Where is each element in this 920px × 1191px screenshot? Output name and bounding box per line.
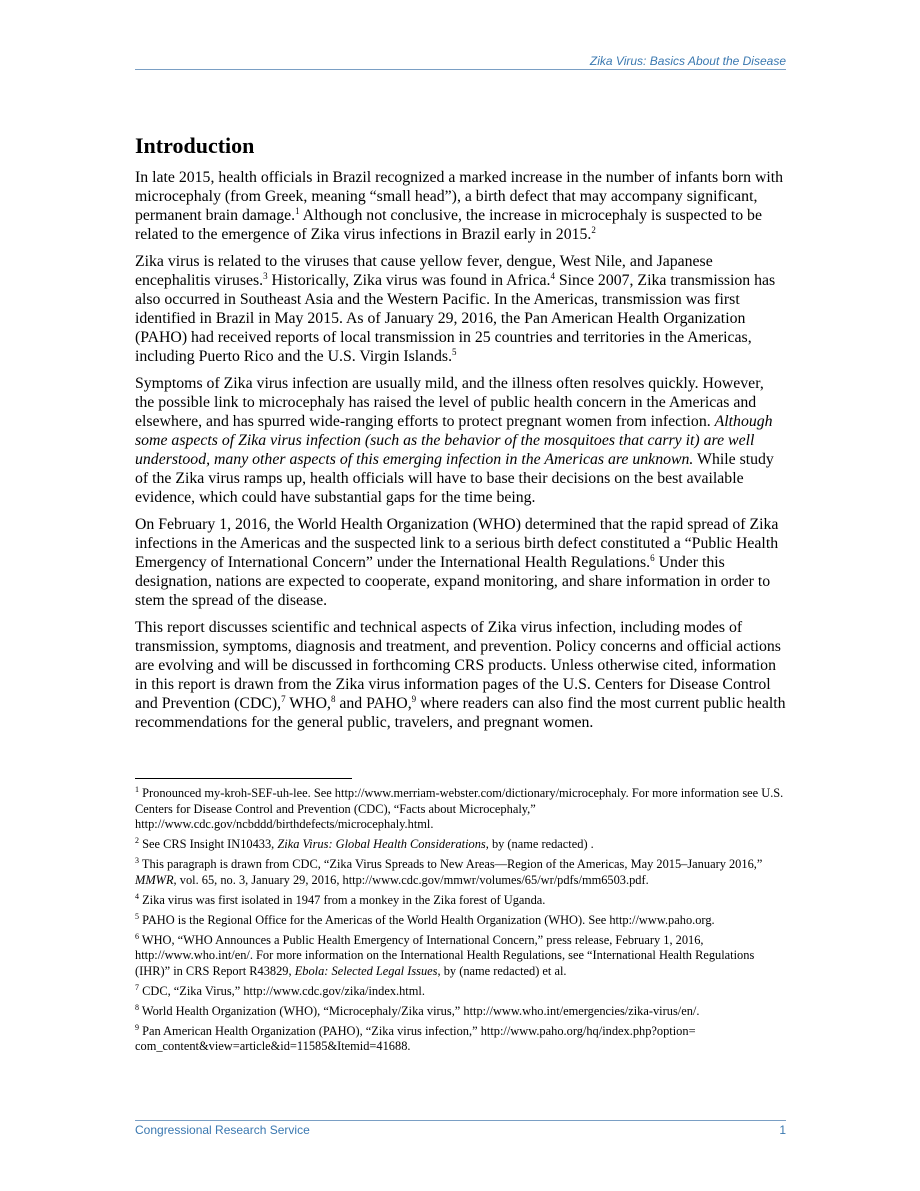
paragraph-text: Symptoms of Zika virus infection are usually mild, and the illness often resolves quickly. However, the possible link to microcephaly has raised the level of public health concern in the Americas and elsewhere, and has spurred wide-ranging efforts to protect pregnant women from infection. [135,375,764,430]
footnote-number: 4 [135,891,139,901]
paragraph-text: WHO, [285,695,331,712]
footer-publisher: Congressional Research Service [135,1123,310,1137]
paragraph-text: In late 2015, health officials in Brazil recognized a marked increase in the number of infants born with microcephaly (from Greek, meaning “small head”), a birth defect that may accompany significant, permanent brain damage. [135,169,784,224]
footnote-number: 8 [135,1002,139,1012]
running-header: Zika Virus: Basics About the Disease [589,54,786,68]
paragraph-2 [135,252,786,366]
footnote-number: 2 [135,836,139,845]
footnote-text: Pronounced my-kroh-SEF-uh-lee. See http://www.merriam-webster.com/dictionary/microcephaly. For more information see U.S. Centers for Disease Control and Prevention (CDC), “Facts about Microcephaly,” http://www.cdc.gov/ncbddd/birthdefects/microcephaly.html. [135,786,784,831]
paragraph-text: Under this designation, nations are expected to cooperate, expand monitoring, and share information in order to stem the spread of the disease. [135,554,771,609]
footnote-ref[interactable]: 4 [550,271,555,281]
footnote-number: 7 [135,982,139,992]
paragraph-4 [135,515,786,610]
footnote-text: CDC, “Zika Virus,” http://www.cdc.gov/zika/index.html. [142,983,425,998]
paragraph-text: Since 2007, Zika transmission has also occurred in Southeast Asia and the Western Pacific. In the Americas, transmission was first identified in Brazil in May 2015. As of January 29, 2016, the Pan American Health Organization (PAHO) had received reports of local transmission in 25 countries and territories in the Americas, including Puerto Rico and the U.S. Virgin Islands. [135,272,776,365]
footnote-ref[interactable]: 8 [330,694,336,704]
footnote-ref[interactable]: 5 [452,347,457,357]
footer-rule [135,1120,786,1121]
footnote-number: 6 [135,931,139,941]
footnote-text: Pan American Health Organization (PAHO), “Zika virus infection,” http://www.paho.org/hq/index.php?option= com_content&view=article&id=11585&Itemid=41688. [135,1023,696,1053]
body-text [135,132,786,740]
footnote-item [135,893,786,909]
footnote-text: World Health Organization (WHO), “Microcephaly/Zika virus,” http://www.who.int/emergencies/zika-virus/en/. [141,1003,700,1018]
footnote-item [135,984,786,1000]
footnotes [135,786,786,1059]
footnote-item [135,1024,786,1055]
footnote-number: 1 [135,785,139,794]
footnote-number: 3 [135,856,139,865]
footnote-ref[interactable]: 9 [411,694,417,704]
paragraph-emphasis: Although some aspects of Zika virus infection (such as the behavior of the mosquitoes that carry it) are well understood, many other aspects of this emerging infection in the Americas are unknown. [135,413,773,468]
paragraph-text: Historically, Zika virus was found in Africa. [267,272,551,289]
footnote-title: MMWR [135,872,174,887]
footnote-rule [135,778,352,779]
footnote-number: 9 [135,1022,139,1032]
footnote-item [135,933,786,980]
footnote-item [135,857,786,888]
page-number: 1 [779,1123,786,1137]
paragraph-3 [135,374,786,507]
footnote-item [135,786,786,833]
footnote-text: This paragraph is drawn from CDC, “Zika Virus Spreads to New Areas—Region of the Americas, May 2015–January 2016,” [141,857,763,871]
footnote-text: PAHO is the Regional Office for the Americas of the World Health Organization (WHO). See http://www.paho.org. [142,912,715,927]
footnote-ref[interactable]: 7 [281,694,286,704]
footnote-ref[interactable]: 2 [591,225,596,235]
footnote-text: , by (name redacted) . [485,837,594,851]
paragraph-text: This report discusses scientific and technical aspects of Zika virus infection, including modes of transmission, symptoms, diagnosis and treatment, and prevention. Policy concerns and official actions are evolving and will be discussed in forthcoming CRS products. Unless otherwise cited, information in this report is drawn from the Zika virus information pages of the U.S. Centers for Disease Control and Prevention (CDC), [135,619,781,712]
footnote-text: , by (name redacted) et al. [437,963,567,978]
footnote-item [135,837,786,853]
paragraph-text: Zika virus is related to the viruses that cause yellow fever, dengue, West Nile, and Japanese encephalitis viruses. [135,253,713,289]
footnote-text: , vol. 65, no. 3, January 29, 2016, http://www.cdc.gov/mmwr/volumes/65/wr/pdfs/mm6503.pdf. [173,872,649,887]
section-heading: Introduction [135,133,255,158]
footnote-ref[interactable]: 3 [263,271,268,281]
footnote-text: WHO, “WHO Announces a Public Health Emergency of International Concern,” press release, February 1, 2016, http://www.who.int/en/. For more information on the International Health Regulations, see “International Health Regulations (IHR)” in CRS Report R43829, [135,932,755,978]
footnote-ref[interactable]: 1 [295,206,300,216]
paragraph-1 [135,168,786,244]
footnote-item [135,1004,786,1020]
footnote-title: Zika Virus: Global Health Considerations [277,837,486,851]
footnote-title: Ebola: Selected Legal Issues [294,963,438,978]
paragraph-text: While study of the Zika virus ramps up, health officials will have to base their decisions on the best available evidence, which could have substantial gaps for the time being. [135,451,774,506]
footnote-ref[interactable]: 6 [650,553,655,563]
paragraph-5 [135,618,786,732]
footnote-text: Zika virus was first isolated in 1947 from a monkey in the Zika forest of Uganda. [142,892,546,907]
footnote-text: See CRS Insight IN10433, [142,837,278,851]
footnote-item [135,913,786,929]
footnote-number: 5 [135,911,139,921]
paragraph-text: where readers can also find the most current public health recommendations for the general public, travelers, and pregnant women. [135,695,786,731]
header-rule [135,69,786,70]
paragraph-text: Although not conclusive, the increase in microcephaly is suspected to be related to the emergence of Zika virus infections in Brazil early in 2015. [135,207,762,243]
paragraph-text: On February 1, 2016, the World Health Organization (WHO) determined that the rapid spread of Zika infections in the Americas and the suspected link to a serious birth defect constituted a “Public Health Emergency of International Concern” under the International Health Regulations. [135,516,779,571]
paragraph-text: and PAHO, [335,695,412,712]
